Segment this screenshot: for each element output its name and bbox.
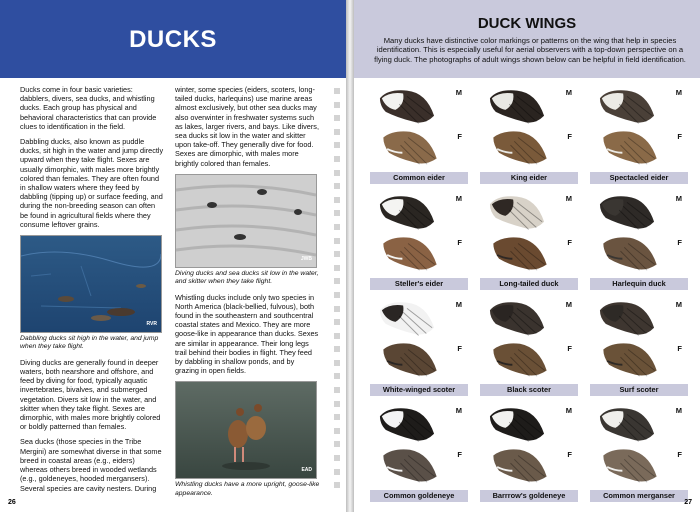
wing-grid	[368, 84, 698, 500]
page-title: DUCK WINGS	[477, 15, 577, 32]
photo-caption: Dabbling ducks sit high in the water, and jump when they take flight.	[20, 335, 159, 351]
female-wing-image	[600, 446, 660, 486]
wing-cell-king-eider	[478, 84, 580, 188]
wing-cell-common-merganser	[588, 402, 690, 506]
female-wing-image	[490, 340, 550, 380]
left-page	[0, 0, 346, 512]
male-label: M	[675, 300, 682, 309]
species-label: Spectacled eider	[590, 172, 688, 184]
wing-cell-surf-scoter	[588, 296, 690, 400]
female-label: F	[457, 344, 462, 353]
female-label: F	[457, 450, 462, 459]
male-wing-image	[488, 86, 546, 128]
male-wing-image	[598, 86, 656, 128]
male-label: M	[455, 406, 462, 415]
female-label: F	[677, 344, 682, 353]
female-wing-image	[600, 128, 660, 168]
male-wing-image	[378, 192, 436, 234]
binding-holes-left	[334, 88, 342, 496]
paragraph-intro: Ducks come in four basic varieties: dabblers, divers, sea ducks, and whistling ducks. Each group has physical and behavioral characteristics that can provide clues to identification in the field.	[20, 85, 157, 131]
female-label: F	[567, 132, 572, 141]
photo-dabbling-ducks	[20, 235, 162, 333]
species-label: Long-tailed duck	[480, 278, 578, 290]
male-label: M	[565, 194, 572, 203]
photo-credit: RVR	[146, 320, 157, 327]
whistling-ducks-illustration	[176, 382, 316, 478]
male-wing-image	[378, 298, 436, 340]
male-label: M	[455, 300, 462, 309]
male-wing-image	[378, 404, 436, 446]
male-wing-image	[378, 86, 436, 128]
photo-credit: JWB	[300, 255, 312, 262]
paragraph-dabbling: Dabbling ducks, also known as puddle ducks, sit high in the water and jump directly upward when they take flight. Sexes are usually dimorphic, with males more brightly colored than females. They are often found in shallow waters where they feed by dabbling (tipping up) or surface feeding, and during the non-breeding season can often be found in agricultural fields where they consume leftover grains.	[20, 137, 164, 229]
male-wing-image	[598, 298, 656, 340]
right-page	[354, 0, 700, 512]
page-number-right: 27	[684, 499, 692, 506]
male-label: M	[565, 300, 572, 309]
female-wing-image	[490, 234, 550, 274]
female-label: F	[677, 450, 682, 459]
paragraph-whistling: Whistling ducks include only two species in North America (black-bellied, fulvous), both found in the southeastern and southcentral coastal states and Mexico. They are more goose-like in appearance than ducks. Sexes are similar in appearance. Their long legs trail behind their bodies in flight. They feed by dabbling in shallow ponds, and by grazing in open fields.	[175, 292, 319, 376]
paragraph-diving: Diving ducks are generally found in deeper waters, both nearshore and offshore, and feed by diving for food, typically aquatic invertebrates, bivalves, and submerged vegetation. Divers sit low in the water, and skitter when they take flight. Sexes are dimorphic, with males more brightly colored or boldly patterned than females.	[20, 357, 161, 432]
female-wing-image	[490, 128, 550, 168]
wing-cell-barrrow-s-goldeneye	[478, 402, 580, 506]
wing-cell-spectacled-eider	[588, 84, 690, 188]
paragraph-sea-ducks-cont: winter, some species (eiders, scoters, long-tailed ducks, harlequins) use marine areas almost exclusively, but other sea ducks may also overwinter in freshwater systems such as lakes, larger rivers, and bays. Like divers, sea ducks sit low in the water and skitter upon take-off. They generally dive for food. Sexes are dimorphic, with males more brightly colored than females.	[175, 85, 319, 168]
male-label: M	[675, 194, 682, 203]
species-label: Steller's eider	[370, 278, 468, 290]
dabbling-ducks-illustration	[21, 236, 161, 332]
species-label: Harlequin duck	[590, 278, 688, 290]
female-label: F	[457, 238, 462, 247]
species-label: Black scoter	[480, 384, 578, 396]
male-label: M	[675, 406, 682, 415]
text-column-2	[175, 85, 320, 504]
female-wing-image	[380, 446, 440, 486]
page-number-left: 26	[8, 499, 16, 506]
diving-ducks-illustration	[176, 175, 316, 267]
photo-caption: Whistling ducks have a more upright, goose-like appearance.	[175, 481, 320, 497]
page-title: DUCKS	[129, 26, 217, 53]
intro-text: Many ducks have distinctive color markings or patterns on the wing that help in species identification. This is especially useful for aerial observers with a top-down perspective on a flying duck. The photographs of adult wings shown below can be helpful in field identification.	[374, 36, 686, 64]
female-label: F	[677, 132, 682, 141]
male-wing-image	[598, 192, 656, 234]
male-wing-image	[598, 404, 656, 446]
ducks-banner	[0, 0, 346, 78]
male-label: M	[565, 406, 572, 415]
species-label: Common eider	[370, 172, 468, 184]
wing-cell-long-tailed-duck	[478, 190, 580, 294]
paragraph-sea-ducks: Sea ducks (those species in the Tribe Mergini) are somewhat diverse in that some breed in coastal areas (e.g., eiders) whereas others breed in wooded wetlands (e.g., goldeneyes, hooded mergansers). Several species are cavity nesters. During	[20, 437, 162, 493]
male-wing-image	[488, 404, 546, 446]
female-label: F	[567, 344, 572, 353]
female-label: F	[567, 450, 572, 459]
photo-diving-ducks	[175, 174, 317, 268]
female-wing-image	[380, 340, 440, 380]
male-wing-image	[488, 298, 546, 340]
photo-whistling-ducks	[175, 381, 317, 479]
female-wing-image	[380, 128, 440, 168]
wing-cell-steller-s-eider	[368, 190, 470, 294]
female-label: F	[457, 132, 462, 141]
book-binding	[346, 0, 354, 512]
male-label: M	[455, 194, 462, 203]
text-column-1	[20, 85, 164, 499]
female-wing-image	[380, 234, 440, 274]
male-label: M	[455, 88, 462, 97]
duck-wings-banner	[354, 0, 700, 78]
species-label: Common merganser	[590, 490, 688, 502]
female-wing-image	[490, 446, 550, 486]
species-label: Common goldeneye	[370, 490, 468, 502]
female-label: F	[677, 238, 682, 247]
wing-cell-common-eider	[368, 84, 470, 188]
male-label: M	[565, 88, 572, 97]
female-wing-image	[600, 234, 660, 274]
species-label: White-winged scoter	[370, 384, 468, 396]
photo-caption: Diving ducks and sea ducks sit low in the water, and skitter when they take flight.	[175, 269, 319, 286]
wing-cell-white-winged-scoter	[368, 296, 470, 400]
photo-credit: EAD	[301, 467, 312, 474]
male-label: M	[675, 88, 682, 97]
species-label: Barrrow's goldeneye	[480, 490, 578, 502]
female-label: F	[567, 238, 572, 247]
male-wing-image	[488, 192, 546, 234]
wing-cell-common-goldeneye	[368, 402, 470, 506]
species-label: Surf scoter	[590, 384, 688, 396]
female-wing-image	[600, 340, 660, 380]
wing-cell-black-scoter	[478, 296, 580, 400]
species-label: King eider	[480, 172, 578, 184]
wing-cell-harlequin-duck	[588, 190, 690, 294]
